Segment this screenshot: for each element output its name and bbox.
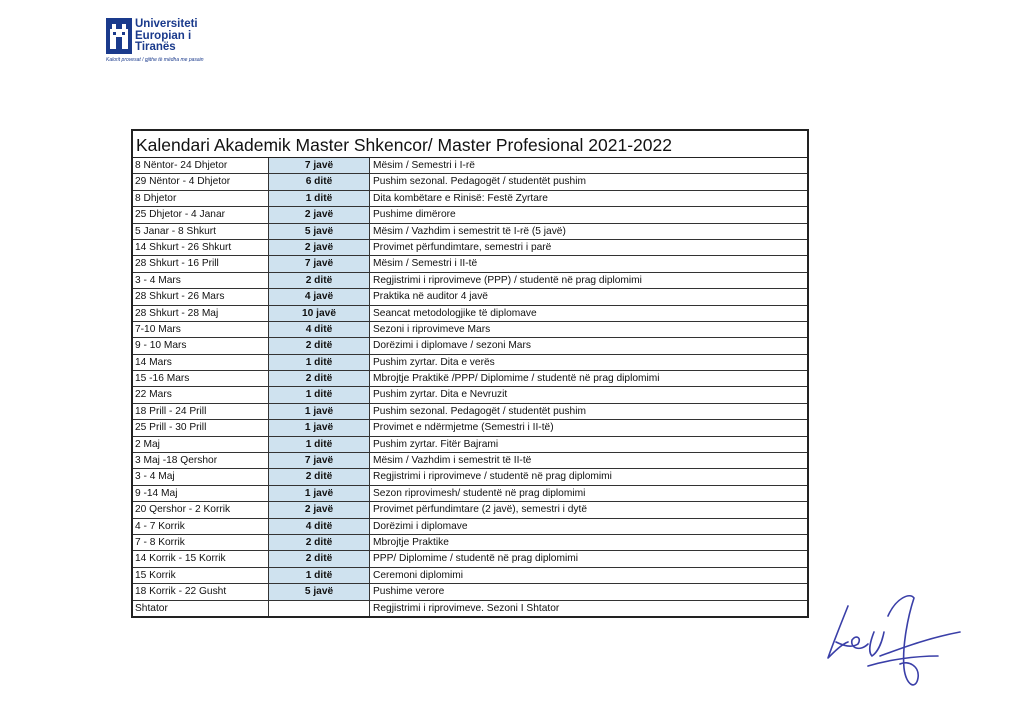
duration-cell: 2 ditë <box>269 371 370 386</box>
date-cell: 9 -14 Maj <box>133 486 269 501</box>
date-cell: 5 Janar - 8 Shkurt <box>133 224 269 239</box>
duration-cell: 7 javë <box>269 256 370 271</box>
calendar-row <box>133 371 807 387</box>
activity-cell: Mësim / Vazhdim i semestrit të II-të <box>373 455 532 467</box>
duration-cell <box>269 601 370 616</box>
calendar-title: Kalendari Akademik Master Shkencor/ Master Profesional 2021-2022 <box>133 131 807 158</box>
date-cell: 18 Korrik - 22 Gusht <box>133 584 269 599</box>
date-cell: 15 -16 Mars <box>133 371 269 386</box>
date-cell: 8 Nëntor- 24 Dhjetor <box>133 158 269 173</box>
calendar-row <box>133 420 807 436</box>
activity-cell: Mësim / Semestri i II-të <box>373 258 478 270</box>
activity-cell: Dorëzimi i diplomave <box>373 520 468 532</box>
activity-cell: PPP/ Diplomime / studentë në prag diplomimi <box>373 553 578 565</box>
date-cell: 25 Prill - 30 Prill <box>133 420 269 435</box>
date-cell: 28 Shkurt - 28 Maj <box>133 306 269 321</box>
activity-cell: Sezon riprovimesh/ studentë në prag diplomimi <box>373 487 586 499</box>
duration-cell: 4 ditë <box>269 519 370 534</box>
academic-calendar-table <box>131 129 809 618</box>
duration-cell: 2 ditë <box>269 551 370 566</box>
date-cell: 9 - 10 Mars <box>133 338 269 353</box>
duration-cell: 7 javë <box>269 158 370 173</box>
activity-cell: Provimet e ndërmjetme (Semestri i II-të) <box>373 422 554 434</box>
duration-cell: 4 javë <box>269 289 370 304</box>
activity-cell: Regjistrimi i riprovimeve (PPP) / studentë në prag diplomimi <box>373 274 642 286</box>
calendar-row <box>133 240 807 256</box>
date-cell: 14 Shkurt - 26 Shkurt <box>133 240 269 255</box>
date-cell: Shtator <box>133 601 269 616</box>
duration-cell: 1 javë <box>269 486 370 501</box>
activity-cell: Sezoni i riprovimeve Mars <box>373 323 491 335</box>
calendar-row <box>133 306 807 322</box>
duration-cell: 2 ditë <box>269 469 370 484</box>
calendar-row <box>133 256 807 272</box>
calendar-row <box>133 224 807 240</box>
date-cell: 25 Dhjetor - 4 Janar <box>133 207 269 222</box>
duration-cell: 2 ditë <box>269 535 370 550</box>
calendar-row <box>133 469 807 485</box>
activity-cell: Mësim / Semestri i I-rë <box>373 160 475 171</box>
duration-cell: 1 ditë <box>269 387 370 402</box>
duration-cell: 1 ditë <box>269 355 370 370</box>
date-cell: 28 Shkurt - 16 Prill <box>133 256 269 271</box>
date-cell: 20 Qershor - 2 Korrik <box>133 502 269 517</box>
calendar-row <box>133 174 807 190</box>
calendar-row <box>133 355 807 371</box>
calendar-row <box>133 338 807 354</box>
calendar-row <box>133 519 807 535</box>
activity-cell: Pushim sezonal. Pedagogët / studentët pushim <box>373 405 586 417</box>
calendar-row <box>133 207 807 223</box>
date-cell: 29 Nëntor - 4 Dhjetor <box>133 174 269 189</box>
date-cell: 7 - 8 Korrik <box>133 535 269 550</box>
activity-cell: Ceremoni diplomimi <box>373 569 464 581</box>
date-cell: 3 - 4 Mars <box>133 273 269 288</box>
activity-cell: Pushime verore <box>373 586 445 598</box>
calendar-row <box>133 322 807 338</box>
calendar-row <box>133 502 807 518</box>
date-cell: 8 Dhjetor <box>133 191 269 206</box>
date-cell: 15 Korrik <box>133 568 269 583</box>
calendar-row <box>133 158 807 174</box>
activity-cell: Pushim zyrtar. Dita e Nevruzit <box>373 389 508 401</box>
duration-cell: 2 ditë <box>269 338 370 353</box>
date-cell: 14 Mars <box>133 355 269 370</box>
activity-cell: Pushime dimërore <box>373 209 456 221</box>
duration-cell: 1 ditë <box>269 568 370 583</box>
logo-line-2: Europian i <box>135 29 192 42</box>
calendar-row <box>133 453 807 469</box>
calendar-row <box>133 584 807 600</box>
date-cell: 3 - 4 Maj <box>133 469 269 484</box>
calendar-row <box>133 535 807 551</box>
date-cell: 22 Mars <box>133 387 269 402</box>
duration-cell: 1 javë <box>269 404 370 419</box>
date-cell: 4 - 7 Korrik <box>133 519 269 534</box>
date-cell: 28 Shkurt - 26 Mars <box>133 289 269 304</box>
duration-cell: 10 javë <box>269 306 370 321</box>
date-cell: 18 Prill - 24 Prill <box>133 404 269 419</box>
duration-cell: 2 javë <box>269 207 370 222</box>
activity-cell: Provimet përfundimtare, semestri i parë <box>373 241 552 253</box>
calendar-row <box>133 289 807 305</box>
calendar-row <box>133 601 807 616</box>
logo-line-3: Tiranës <box>135 41 176 53</box>
activity-cell: Dorëzimi i diplomave / sezoni Mars <box>373 340 531 352</box>
calendar-row <box>133 437 807 453</box>
duration-cell: 1 javë <box>269 420 370 435</box>
duration-cell: 1 ditë <box>269 437 370 452</box>
date-cell: 7-10 Mars <box>133 322 269 337</box>
calendar-row <box>133 273 807 289</box>
activity-cell: Pushim sezonal. Pedagogët / studentët pushim <box>373 176 586 188</box>
date-cell: 3 Maj -18 Qershor <box>133 453 269 468</box>
logo-emblem <box>106 18 132 54</box>
calendar-row <box>133 551 807 567</box>
duration-cell: 2 javë <box>269 240 370 255</box>
logo-line-1: Universiteti <box>135 18 198 30</box>
university-logo <box>106 18 216 66</box>
duration-cell: 5 javë <box>269 224 370 239</box>
activity-cell: Regjistrimi i riprovimeve. Sezoni I Shtator <box>373 602 560 614</box>
duration-cell: 7 javë <box>269 453 370 468</box>
activity-cell: Regjistrimi i riprovimeve / studentë në prag diplomimi <box>373 471 612 483</box>
calendar-row <box>133 568 807 584</box>
calendar-row <box>133 404 807 420</box>
activity-cell: Pushim zyrtar. Fitër Bajrami <box>373 438 499 450</box>
calendar-row <box>133 387 807 403</box>
activity-cell: Mbrojtje Praktikë /PPP/ Diplomime / studentë në prag diplomimi <box>373 373 660 385</box>
date-cell: 2 Maj <box>133 437 269 452</box>
logo-wordmark <box>135 19 198 54</box>
activity-cell: Mësim / Vazhdim i semestrit të I-rë (5 javë) <box>373 225 566 237</box>
logo-tagline: Kalorit provesat / gjithe të mëdha me pasain <box>106 57 204 63</box>
activity-cell: Pushim zyrtar. Dita e verës <box>373 356 495 368</box>
duration-cell: 4 ditë <box>269 322 370 337</box>
activity-cell: Praktika në auditor 4 javë <box>373 291 488 303</box>
duration-cell: 2 javë <box>269 502 370 517</box>
activity-cell: Provimet përfundimtare (2 javë), semestri i dytë <box>373 504 588 516</box>
duration-cell: 6 ditë <box>269 174 370 189</box>
activity-cell: Dita kombëtare e Rinisë: Festë Zyrtare <box>373 192 548 204</box>
castle-icon <box>108 21 130 51</box>
date-cell: 14 Korrik - 15 Korrik <box>133 551 269 566</box>
activity-cell: Mbrojtje Praktike <box>373 536 449 548</box>
calendar-row <box>133 191 807 207</box>
activity-cell: Seancat metodologjike të diplomave <box>373 307 537 319</box>
calendar-rows <box>133 158 807 616</box>
calendar-row <box>133 486 807 502</box>
duration-cell: 2 ditë <box>269 273 370 288</box>
duration-cell: 1 ditë <box>269 191 370 206</box>
duration-cell: 5 javë <box>269 584 370 599</box>
handwritten-signature <box>818 586 968 696</box>
